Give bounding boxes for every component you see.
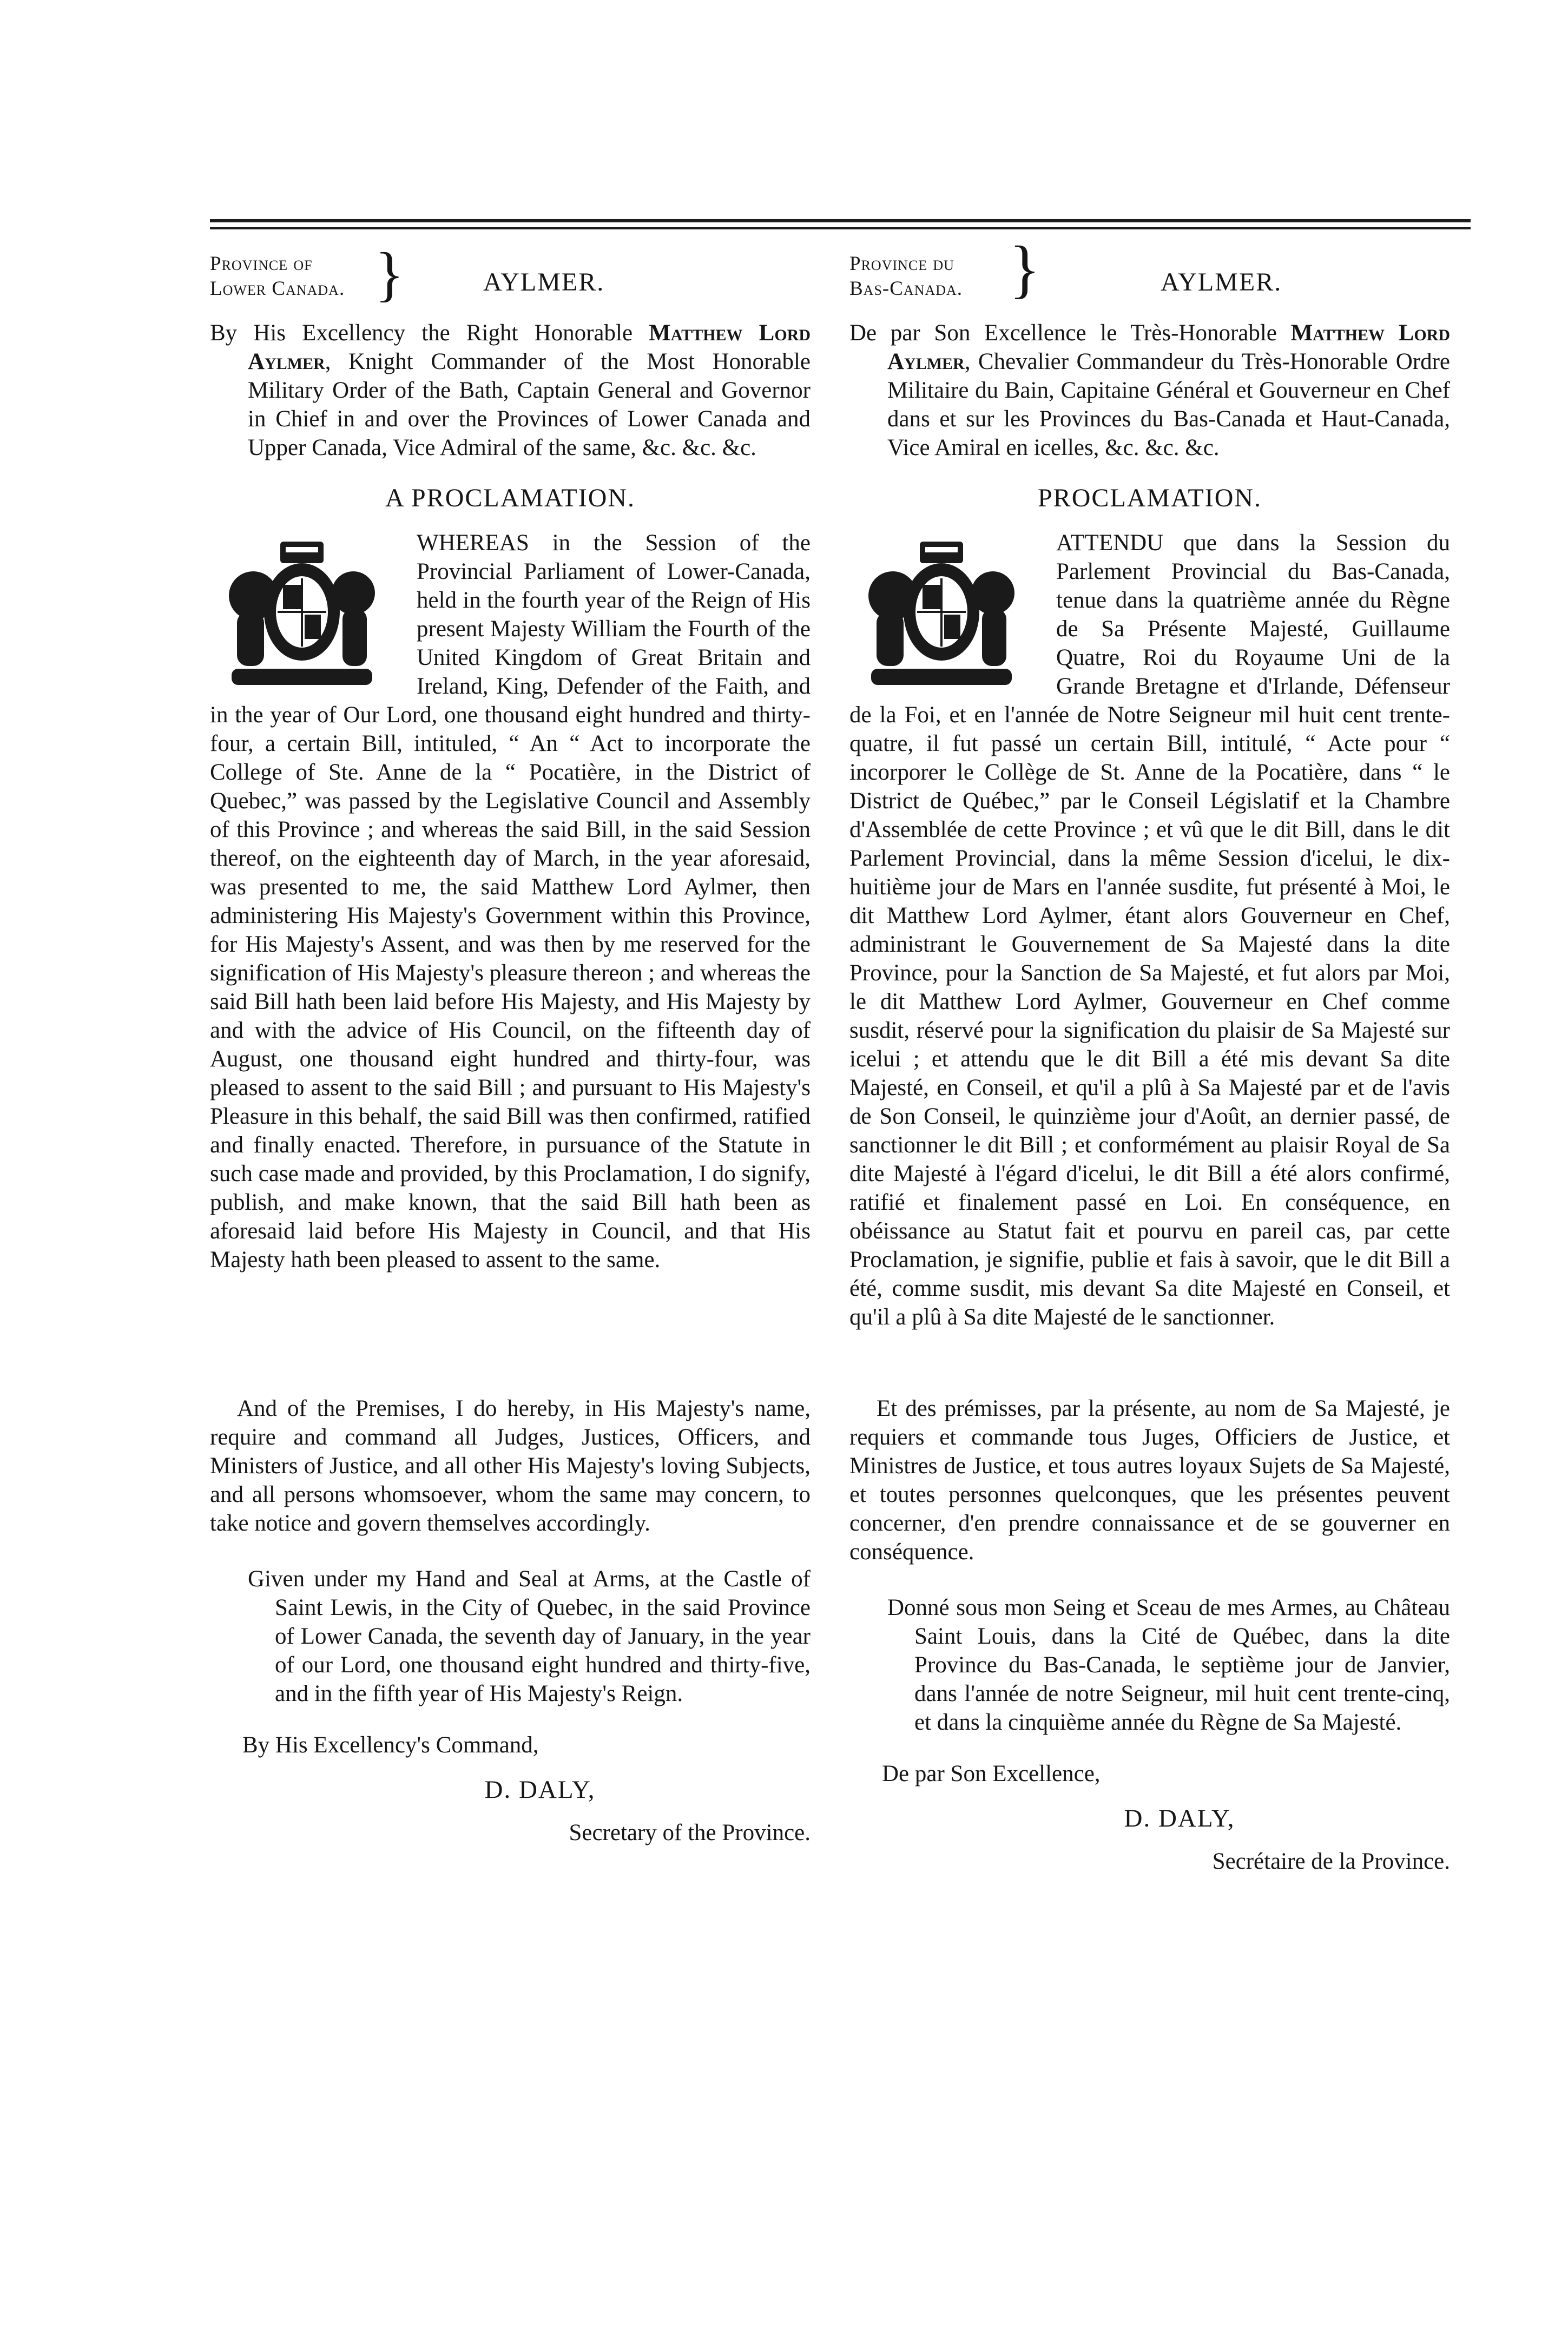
byline-prefix: De par Son Excellence le Très-Honorable bbox=[849, 320, 1291, 346]
province-label bbox=[849, 252, 963, 301]
secretary-title: Secretary of the Province. bbox=[569, 1820, 811, 1845]
byline-name: Matthew Lord Aylmer bbox=[248, 320, 811, 374]
french-column bbox=[849, 233, 1450, 1876]
body-text: ATTENDU que dans la Session du Parlement Provincial du Bas-Canada, tenue dans la quatrième année du Règne de Sa Présente Majesté, Guillaume Quatre, Roi du Royaume Uni de la Grande Bretagne et d'Irlande, Défenseur de la Foi, et en l'année de Notre Seigneur mil huit cent trente-quatre, il fut passé un certain Bill, intitulé, “ Acte pour “ incorporer le Collège de St. Anne de la Pocatière, dans “ le District de Québec,” par le Conseil Législatif et la Chambre d'Assemblée de cette Province ; et vû que le dit Bill, dans le dit Parlement Provincial, dans la même Session d'icelui, le dix-huitième jour de Mars en l'année susdite, fut présenté à Moi, le dit Matthew Lord Aylmer, étant alors Gouverneur en Chef, administrant le Gouvernement de Sa Majesté dans la dite Province, pour la Sanction de Sa Majesté, et fut alors par Moi, le dit Matthew Lord Aylmer, Gouverneur en Chef comme susdit, réservé pour la signification du plaisir de Sa Majesté sur icelui ; et attendu que le dit Bill a été mis devant Sa dite Majesté, en Conseil, et qu'il a plû à Sa Majesté par et de l'avis de Son Conseil, le quinzième jour d'Août, an dernier passé, de sanctionner le dit Bill ; et conformément au plaisir Royal de Sa dite Majesté à l'égard d'icelui, le dit Bill a été alors confirmé, ratifié et finalement passé en Loi. En conséquence, en obéissance au Statut fait et pourvu en pareil cas, par cette Proclamation, je signifie, publie et fais à savoir, que le dit Bill a été, comme susdit, mis devant Sa dite Majesté en Conseil, et qu'il a plû à Sa dite Majesté de le sanctionner. bbox=[849, 530, 1450, 1330]
province-line-2: Bas-Canada. bbox=[849, 278, 963, 300]
province-line-1: Province du bbox=[849, 253, 954, 275]
signature: D. DALY, bbox=[1124, 1804, 1235, 1832]
command-line: De par Son Excellence, bbox=[882, 1761, 1101, 1786]
proclamation-title: A PROCLAMATION. bbox=[385, 484, 636, 512]
brace-icon: } bbox=[375, 241, 404, 308]
command-line: By His Excellency's Command, bbox=[242, 1732, 539, 1758]
governor-name: AYLMER. bbox=[1161, 268, 1282, 296]
province-line-2: Lower Canada. bbox=[210, 278, 345, 300]
byline-titles: , Chevalier Commandeur du Très-Honorable Ordre Militaire du Bain, Capitaine Général et Gouverneur en Chef dans et sur les Provinces du Bas-Canada et Haut-Canada, Vice Amiral en icelles, &c. &c. &c. bbox=[887, 349, 1450, 460]
byline-name: Matthew Lord Aylmer bbox=[887, 320, 1450, 374]
given-under-paragraph: Given under my Hand and Seal at Arms, at the Castle of Saint Lewis, in the City of Quebec, in the said Province of Lower Canada, the seventh day of January, in the year of our Lord, one thousand eight hundred and thirty-five, and in the fifth year of His Majesty's Reign. bbox=[248, 1566, 811, 1706]
proclamation-title: PROCLAMATION. bbox=[1037, 484, 1262, 512]
governor-name: AYLMER. bbox=[483, 268, 605, 296]
premises-paragraph: Et des prémisses, par la présente, au nom de Sa Majesté, je requiers et commande tous Juges, Officiers de Justice, et Ministres de Justice, et tous autres loyaux Sujets de Sa Majesté, et toutes personnes quelconques, que les présentes peuvent concerner, d'en prendre connaissance et de se gouverner en conséquence. bbox=[849, 1396, 1450, 1565]
province-line-1: Province of bbox=[210, 253, 313, 275]
french-header bbox=[849, 233, 1450, 311]
byline bbox=[210, 319, 811, 462]
byline-titles: , Knight Commander of the Most Honorable Military Order of the Bath, Captain General and Governor in Chief in and over the Provinces of Lower Canada and Upper Canada, Vice Admiral of the same, &c. &c. &c. bbox=[248, 349, 811, 460]
given-under-paragraph: Donné sous mon Seing et Sceau de mes Armes, au Château Saint Louis, dans la Cité de Québec, dans la dite Province du Bas-Canada, le septième jour de Janvier, dans l'année de notre Seigneur, mil huit cent trente-cinq, et dans la cinquième année du Règne de Sa Majesté. bbox=[887, 1595, 1450, 1735]
signature: D. DALY, bbox=[484, 1776, 596, 1804]
proclamation-body bbox=[210, 529, 811, 1394]
byline bbox=[849, 319, 1450, 462]
secretary-title: Secrétaire de la Province. bbox=[1212, 1849, 1450, 1874]
top-rule bbox=[210, 219, 1471, 222]
byline-prefix: By His Excellency the Right Honorable bbox=[210, 320, 649, 346]
top-rule-thin bbox=[210, 227, 1471, 229]
brace-icon: } bbox=[1009, 233, 1040, 305]
province-label bbox=[210, 252, 345, 301]
proclamation-body bbox=[849, 529, 1450, 1394]
royal-coat-of-arms-icon bbox=[199, 531, 405, 693]
premises-paragraph: And of the Premises, I do hereby, in His Majesty's name, require and command all Judges, Justices, Officers, and Ministers of Justice, and all other His Majesty's loving Subjects, and all persons whomsoever, whom the same may concern, to take notice and govern themselves accordingly. bbox=[210, 1396, 811, 1536]
english-header bbox=[210, 241, 811, 311]
english-column bbox=[210, 241, 811, 1847]
royal-coat-of-arms-icon bbox=[839, 531, 1044, 693]
body-text: WHEREAS in the Session of the Provincial Parliament of Lower-Canada, held in the fourth year of the Reign of His present Majesty William the Fourth of the United Kingdom of Great Britain and Ireland, King, Defender of the Faith, and in the year of Our Lord, one thousand eight hundred and thirty-four, a certain Bill, intituled, “ An “ Act to incorporate the College of Ste. Anne de la “ Pocatière, in the District of Quebec,” was passed by the Legislative Council and Assembly of this Province ; and whereas the said Bill, in the said Session thereof, on the eighteenth day of March, in the year aforesaid, was presented to me, the said Matthew Lord Aylmer, then administering His Majesty's Government within this Province, for His Majesty's Assent, and was then by me reserved for the signification of His Majesty's pleasure thereon ; and whereas the said Bill hath been laid before His Majesty, and His Majesty by and with the advice of His Council, on the fifteenth day of August, one thousand eight hundred and thirty-four, was pleased to assent to the said Bill ; and pursuant to His Majesty's Pleasure in this behalf, the said Bill was then confirmed, ratified and finally enacted. Therefore, in pursuance of the Statute in such case made and provided, by this Proclamation, I do signify, publish, and make known, that the said Bill hath been as aforesaid laid before His Majesty in Council, and that His Majesty hath been pleased to assent to the same. bbox=[210, 530, 811, 1273]
